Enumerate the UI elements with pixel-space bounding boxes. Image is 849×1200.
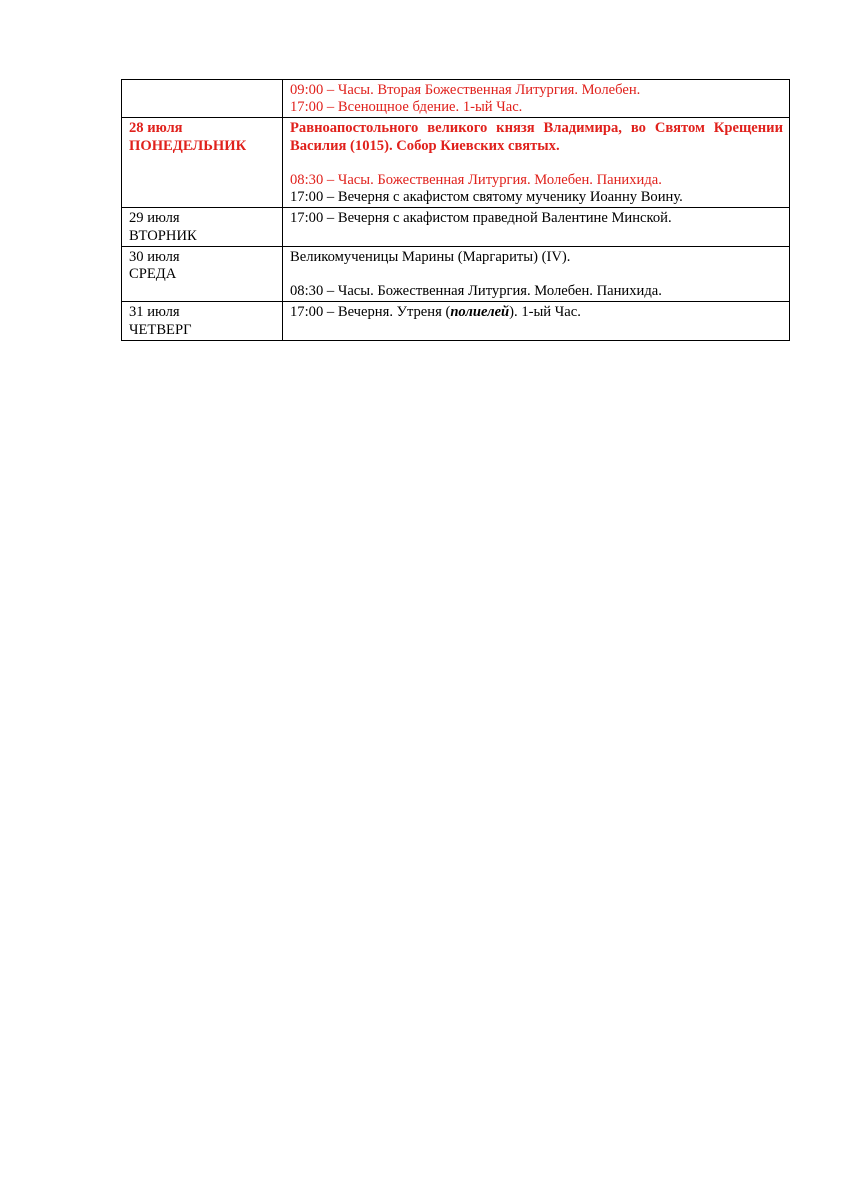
services-cell	[283, 208, 790, 246]
date-label: 31 июля	[129, 304, 180, 321]
schedule-row	[122, 118, 790, 208]
schedule-row	[122, 80, 790, 118]
schedule-row	[122, 208, 790, 246]
date-cell	[122, 246, 283, 302]
spacer	[290, 155, 783, 172]
service-line: 09:00 – Часы. Вторая Божественная Литургия. Молебен.	[290, 82, 641, 98]
service-line: 08:30 – Часы. Божественная Литургия. Молебен. Панихида.	[290, 283, 662, 300]
spacer	[290, 266, 783, 283]
services-cell	[283, 80, 790, 118]
services-cell	[283, 246, 790, 302]
service-line-end: ). 1-ый Час.	[509, 304, 581, 321]
services-cell	[283, 118, 790, 208]
service-line: 17:00 – Всенощное бдение. 1-ый Час.	[290, 99, 523, 116]
service-line-start: 17:00 – Вечерня. Утреня (	[290, 304, 451, 321]
polyeleos-emphasis: полиелей	[450, 304, 510, 321]
weekday-label: ВТОРНИК	[129, 227, 197, 244]
service-line: 17:00 – Вечерня с акафистом праведной Валентине Минской.	[290, 210, 672, 227]
date-cell	[122, 302, 283, 340]
date-label: 28 июля	[129, 120, 183, 137]
date-cell	[122, 118, 283, 208]
feast-title: Равноапостольного великого князя Владимира, во Святом Крещении Василия (1015). Собор Киевских святых.	[290, 120, 783, 154]
weekday-label: СРЕДА	[129, 266, 177, 283]
weekday-label: ЧЕТВЕРГ	[129, 321, 192, 338]
services-cell	[283, 302, 790, 340]
service-schedule-table	[121, 79, 790, 341]
feast-title: Великомученицы Марины (Маргариты) (IV).	[290, 248, 571, 265]
date-cell	[122, 208, 283, 246]
service-line	[290, 304, 783, 321]
date-label: 30 июля	[129, 248, 180, 265]
schedule-row	[122, 302, 790, 340]
service-line: 08:30 – Часы. Божественная Литургия. Молебен. Панихида.	[290, 172, 662, 188]
schedule-row	[122, 246, 790, 302]
date-cell	[122, 80, 283, 118]
service-line: 17:00 – Вечерня с акафистом святому мученику Иоанну Воину.	[290, 189, 683, 206]
date-label: 29 июля	[129, 210, 180, 227]
weekday-label: ПОНЕДЕЛЬНИК	[129, 137, 247, 154]
